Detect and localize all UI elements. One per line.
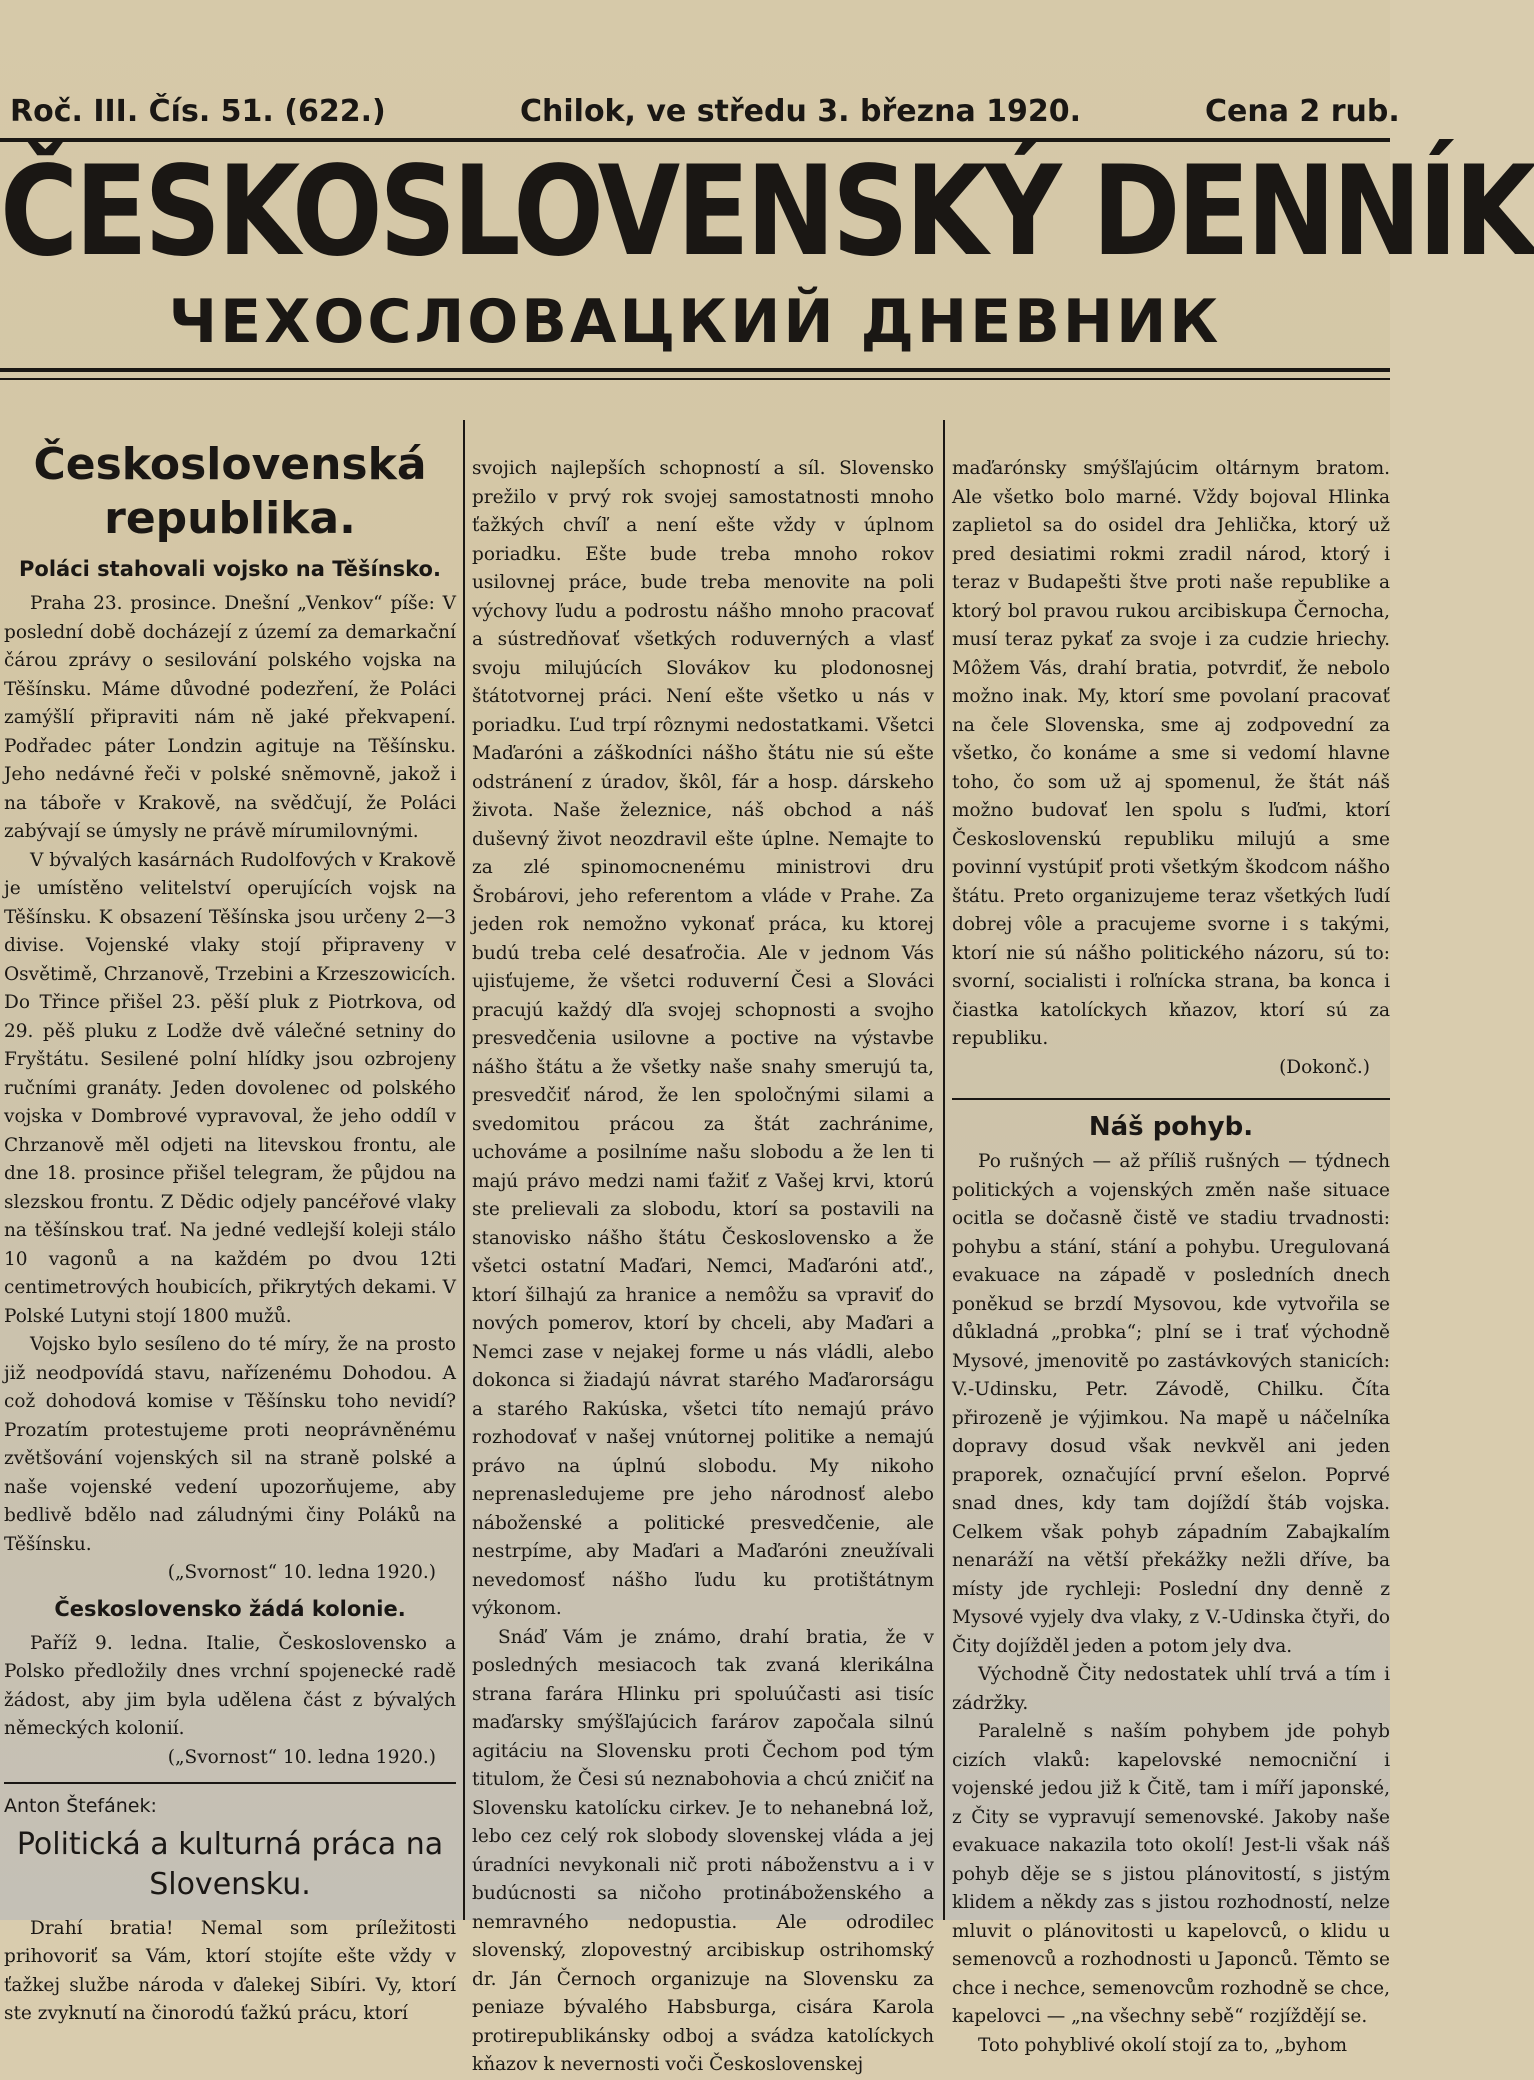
article-source: („Svornost“ 10. ledna 1920.) bbox=[167, 1562, 436, 1583]
issue-line bbox=[0, 92, 1400, 142]
article-paragraph: svojich najlepších schopností a síl. Slovensko prežilo v prvý rok svojej samostatnosti mnoho ťažkých chvíľ a není ešte vždy v úplnom poriadku. Ešte bude treba mnoho rokov usilovnej práce, bude treba menovite na poli výchovy ľudu a podrostu nášho mnoho pracovať a sústredňovať všetkých roduverných a vlasť svoju milujúcích Slovákov ku plodonosnej štátotvornej práci. Není ešte všetko u nás v poriadku. Ľud trpí rôznymi nedostatkami. Všetci Maďaróni a záškodníci nášho štátu nie sú ešte odstránení z úradov, škôl, fár a hosp. dárskeho života. Naše železnice, náš obchod a náš duševný život neozdravil ešte úplne. Nemajte to za zlé spinomocnenému ministrovi dru Šrobárovi, jeho referentom a vláde v Prahe. Za jeden rok nemožno vykonať práca, ku ktorej budú treba celé desaťročia. Ale v jednom Vás ujisťujeme, že všetci roduverní Česi a Slováci pracujú každý dľa svojej schopnosti a svojho presvedčenia usilovne a poctive na výstavbe nášho štátu a že všetky naše snahy smerujú ta, presvedčiť národ, že len spoločnými silami a svedomitou prácou za štát zachránime, uchováme a posilníme našu slobodu a že len ti majú právo medzi nami ťažiť z Vašej krvi, ktorú ste prelievali za slobodu, ktorí sa postavili na stanovisko nášho štátu Československo a že všetci ostatní Maďari, Nemci, Maďaróni atď., ktorí šilhajú za hranice a nemôžu sa vpraviť do nových pomerov, ktorí by chceli, aby Maďari a Nemci zase v nejakej forme u nás vládli, alebo dokonca si žiadajú návrat starého Maďarorságu a starého Rakúska, všetci títo nemajú právo rozhodovať v našej vnútornej politike a nemajú právo na úplnú slobodu. My nikoho neprenasledujeme pre jeho národnosť alebo náboženské a politické presvedčenie, ale nestrpíme, aby Maďari a Maďaróni zneužívali nevedomosť nášho ľudu ku protištátnym výkonom. bbox=[472, 458, 934, 1619]
masthead-russian-title: ЧЕХОСЛОВАЦКИЙ ДНЕВНИК bbox=[168, 287, 1222, 357]
column-divider bbox=[463, 420, 465, 1920]
issue-price: Cena 2 rub. bbox=[1205, 94, 1400, 129]
issue-volume: Roč. III. Čís. 51. (622.) bbox=[10, 94, 386, 129]
column-3 bbox=[952, 455, 1390, 2056]
column-2 bbox=[472, 455, 934, 2075]
article-paragraph: Vojsko bylo sesíleno do té míry, že na prosto již neodpovídá stavu, nařízenému Dohodou. A což dohodová komise v Těšínsku toho nevidí? Prozatím protestujeme proti neoprávněnému zvětšování vojenských sil na straně polské a naše vojenské vedení upozorňujeme, aby bedlivě bdělo nad záludnými činy Poláků na Těšínsku. bbox=[4, 1334, 456, 1555]
article-source: („Svornost“ 10. ledna 1920.) bbox=[167, 1746, 436, 1768]
article-paragraph: maďarónsky smýšľajúcim oltárnym bratom. Ale všetko bolo marné. Vždy bojoval Hlinka zaplietol sa do osidel dra Jehlička, ktorý už pred desiatimi rokmi zradil národ, ktorý i teraz v Budapešti štve proti naše republike a ktorý bol pravou rukou arcibiskupa Černocha, musí teraz pykať za svoje i za cudzie hriechy. Môžem Vás, drahí bratia, potvrdiť, že nebolo možno inak. My, ktorí sme povolaní pracovať na čele Slovenska, sme aj zodpovední za všetko, čo konáme a sme si vedomí hlavne toho, čo som už aj spomenul, že štát náš možno budovať len spolu s ľuďmi, ktorí Československú republiku milujú a sme povinní vystúpiť proti všetkým škodcom nášho štátu. Preto organizujeme teraz všetkých ľudí dobrej vôle a pracujeme svorne i s takými, ktorí nie sú nášho politického názoru, sú to: svorní, socialisti i roľnícka strana, ba konca i čiastka katolíckych kňazov, ktorí sú za republiku. bbox=[952, 458, 1390, 1049]
issue-dateline: Chilok, ve středu 3. března 1920. bbox=[520, 94, 1082, 129]
column-1 bbox=[4, 430, 456, 2024]
article-paragraph: Po rušných — až příliš rušných — týdnech politických a vojenských změn naše situace ocitla se dočasně čistě ve stadiu trvadnosti: pohybu a stání, stání a pohybu. Uregulovaná evakuace na západě v posledních dnech poněkud se brzdí Mysovou, kde vytvořila se důkladná „probka“; plní se i trať východně Mysové, jmenovitě po zastávkových stanicích: V.-Udinsku, Petr. Závodě, Chilku. Číta přirozeně je výjimkou. Na mapě u náčelníka dopravy dosud však nevkvěl ani jeden praporek, označující první ešelon. Poprvé snad dnes, kdy tam dojíždí štáb vojska. Celkem však pohyb západním Zabajkalím nenaráží na větší překážky nežli dříve, ba místy jde rychleji: Poslední dny denně z Mysové vyjely dva vlaky, z V.-Udinska čtyři, do Čity dojížděl jeden a potom jely dva. bbox=[952, 1151, 1390, 1657]
masthead-rule-thin bbox=[0, 378, 1390, 380]
masthead-rule bbox=[0, 368, 1390, 372]
article-paragraph: V bývalých kasárnách Rudolfových v Krakově je umístěno velitelství operujících vojsk na Těšínsku. K obsazení Těšínska jsou určeny 2—3 divise. Vojenské vlaky stojí připraveny v Osvětimě, Chrzanově, Trzebini a Krzeszowicích. Do Třince přišel 23. pěší pluk z Piotrkova, od 29. pěš pluku z Lodže dvě válečné setniny do Fryštátu. Sesilené polní hlídky jsou ozbrojeny ručními granáty. Jeden dovolenec od polského vojska v Dombrové vypravoval, že jeho oddíl v Chrzanově měl odjeti na litevskou frontu, ale dne 18. prosince přišel telegram, že půjdou na slezskou frontu. Z Dědic odjely pancéřové vlaky na těšínskou trať. Na jedné vedlejší koleji stálo 10 vagonů a na každém po dvou 12ti centimetrových houbicích, přikrytých dekami. V Polské Lutyni stojí 1800 mužů. bbox=[4, 849, 456, 1327]
article-separator bbox=[952, 1098, 1390, 1100]
article-paragraph: Snáď Vám je známo, drahí bratia, že v posledných mesiacoch tak zvaná klerikálna strana farára Hlinku pri spoluúčasti asi tisíc maďarsky smýšľajúcich farárov započala silnú agitáciu na Slovensku proti Čechom pod tým titulom, že Česi sú neznabohovia a chcú zničiť na Slovensku katolícku cirkev. Je to nehanebná lož, lebo cez celý rok slobody slovenskej vláda a jej úradníci nevykonali nič proti náboženstvu a i v budúcnosti sa ničoho protináboženského a nemravného nedopustia. Ale odrodilec slovenský, zlopovestný arcibiskup ostrihomský dr. Ján Černoch organizuje na Slovensku za peniaze bývalého Habsburga, cisára Karola protirepublikánsky odboj a svádza katolíckych kňazov k nevernosti voči Československej bbox=[472, 1626, 934, 2075]
article-paragraph: Toto pohyblivé okolí stojí za to, „byhom bbox=[978, 2034, 1348, 2056]
article-title: Politická a kulturná práca na Slovensku. bbox=[16, 1826, 444, 1902]
article-separator bbox=[4, 1782, 456, 1784]
article-paragraph: Drahí bratia! Nemal som príležitosti prihovoriť sa Vám, ktorí stojíte ešte vždy v ťažkej službe národa v ďalekej Sibíri. Vy, ktorí ste zvyknutí na činorodú ťažkú prácu, ktorí bbox=[4, 1917, 456, 2024]
article-title: Poláci stahovali vojsko na Těšínsko. bbox=[19, 557, 441, 581]
article-paragraph: Paralelně s naším pohybem jde pohyb cizích vlaků: kapelovské nemocniční i vojenské jedou již k Čitě, tam i míří japonské, z Čity se vypravují semenovské. Jakoby naše evakuace nakazila toto okolí! Jest-li však náš pohyb děje se s jistou plánovitostí, s jistým klidem a někdy zas s jistou rozhodností, nelze mluvit o plánovitosti u kapelovců, o klidu u semenovců a rozhodnosti u Japonců. Těmto se chce i nechce, semenovcům rozhodně se chce, kapelovci — „na všechny sebě“ rozjíždějí se. bbox=[952, 1721, 1390, 2027]
masthead-title: ČESKOSLOVENSKÝ DENNÍK bbox=[0, 140, 1534, 284]
section-title: Československá republika. bbox=[33, 439, 427, 544]
column-divider bbox=[943, 420, 945, 1920]
article-author: Anton Štefánek: bbox=[4, 1795, 157, 1817]
article-paragraph: Praha 23. prosince. Dnešní „Venkov“ píše: V poslední době docházejí z území za demarkační čárou zprávy o sesilování polského vojska na Těšínsku. Máme důvodné podezření, že Poláci zamýšlí připraviti nám ně jaké překvapení. Podřadec páter Londzin agituje na Těšínsku. Jeho nedávné řeči v polské sněmovně, jakož i na táboře v Krakově, na svědčují, že Poláci zabývají se úmysly ne právě mírumilovnými. bbox=[4, 593, 456, 842]
article-continued-note: (Dokonč.) bbox=[1279, 1056, 1370, 1078]
article-paragraph: Východně Čity nedostatek uhlí trvá a tím i zádržky. bbox=[952, 1664, 1390, 1714]
article-paragraph: Paříž 9. ledna. Italie, Československo a Polsko předložily dnes vrchní spojenecké radě žádost, aby jim byla udělena část z bývalých německých kolonií. bbox=[4, 1632, 456, 1739]
article-title: Náš pohyb. bbox=[1088, 1112, 1254, 1142]
article-title: Československo žádá kolonie. bbox=[54, 1596, 406, 1621]
